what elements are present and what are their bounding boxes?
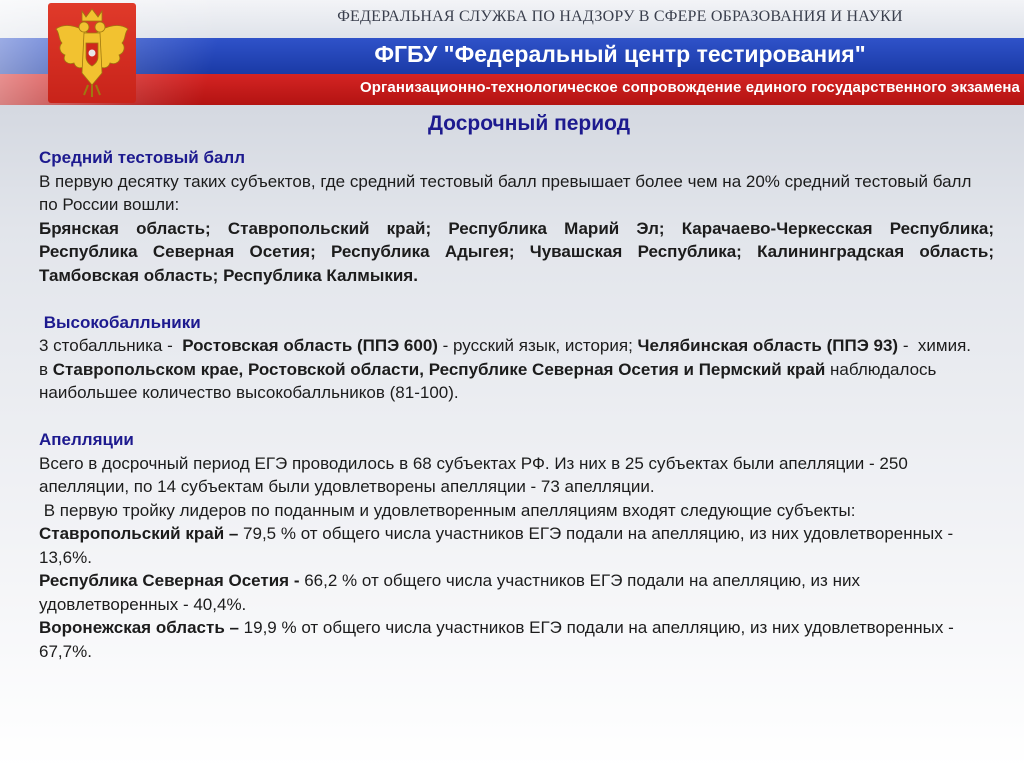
average-score-intro: В первую десятку таких субъектов, где средний тестовый балл превышает более чем на 20% средний тестовый балл по России вошли: — [39, 171, 972, 214]
slide-content — [39, 146, 994, 663]
slide-title: Досрочный период — [427, 112, 631, 135]
header-banner — [0, 0, 1024, 105]
coat-of-arms-icon — [48, 3, 136, 103]
text-fragment: наблюдалось наибольшее количество высокобалльников (81-100). — [39, 359, 937, 402]
high-scorers-line-2 — [39, 358, 994, 405]
appeals-summary: Всего в досрочный период ЕГЭ проводилось в 68 субъектах РФ. Из них в 25 субъектах были апелляции - 250 апелляции, по 14 субъектам были удовлетворены апелляции - 73 апелляции. — [39, 453, 908, 496]
region-name: Республика Северная Осетия - — [39, 571, 305, 590]
section-heading-average-score: Средний тестовый балл — [39, 148, 245, 167]
region-name: Ставропольском крае, Ростовской области, Республике Северная Осетия и Пермский край — [52, 359, 826, 379]
agency-name: ФЕДЕРАЛЬНАЯ СЛУЖБА ПО НАДЗОРУ В СФЕРЕ ОБРАЗОВАНИЯ И НАУКИ — [337, 8, 903, 25]
appeals-leaders-intro: В первую тройку лидеров по поданным и удовлетворенным апелляциям входят следующие субъекты: — [39, 500, 856, 520]
list-item — [39, 569, 994, 616]
section-heading-appeals: Апелляции — [39, 430, 134, 449]
text-fragment: 3 стобалльника - — [39, 336, 183, 355]
region-name: Ростовская область (ППЭ 600) — [182, 336, 438, 355]
list-item — [39, 522, 994, 569]
text-fragment: в — [39, 359, 53, 379]
section-heading-high-scorers: Высокобалльники — [39, 312, 201, 332]
center-name: ФГБУ "Федеральный центр тестирования" — [374, 41, 866, 67]
text-fragment: - химия. — [898, 336, 972, 355]
region-name: Челябинская область (ППЭ 93) — [637, 336, 899, 355]
average-score-regions: Брянская область; Ставропольский край; Республика Марий Эл; Карачаево-Черкесская Республика; Республика Северная Осетия; Республика Адыгея; Чувашская Республика; Калининградская область; Тамбовская область; Республика Калмыкия. — [39, 218, 994, 285]
appeal-stats: 79,5 % от общего числа участников ЕГЭ подали на апелляцию, из них удовлетворенных - 13,6%. — [39, 524, 954, 567]
region-name: Воронежская область – — [39, 618, 244, 637]
list-item — [39, 616, 994, 663]
region-name: Ставропольский край – — [39, 524, 244, 543]
appeal-stats: 19,9 % от общего числа участников ЕГЭ подали на апелляцию, из них удовлетворенных - 67,7%. — [39, 618, 954, 661]
header-subtitle: Организационно-технологическое сопровождение единого государственного экзамена — [360, 79, 1020, 96]
text-fragment: - русский язык, история; — [437, 336, 638, 355]
high-scorers-line-1 — [39, 334, 994, 358]
appeal-stats: 66,2 % от общего числа участников ЕГЭ подали на апелляцию, из них удовлетворенных - 40,4%. — [39, 571, 860, 614]
